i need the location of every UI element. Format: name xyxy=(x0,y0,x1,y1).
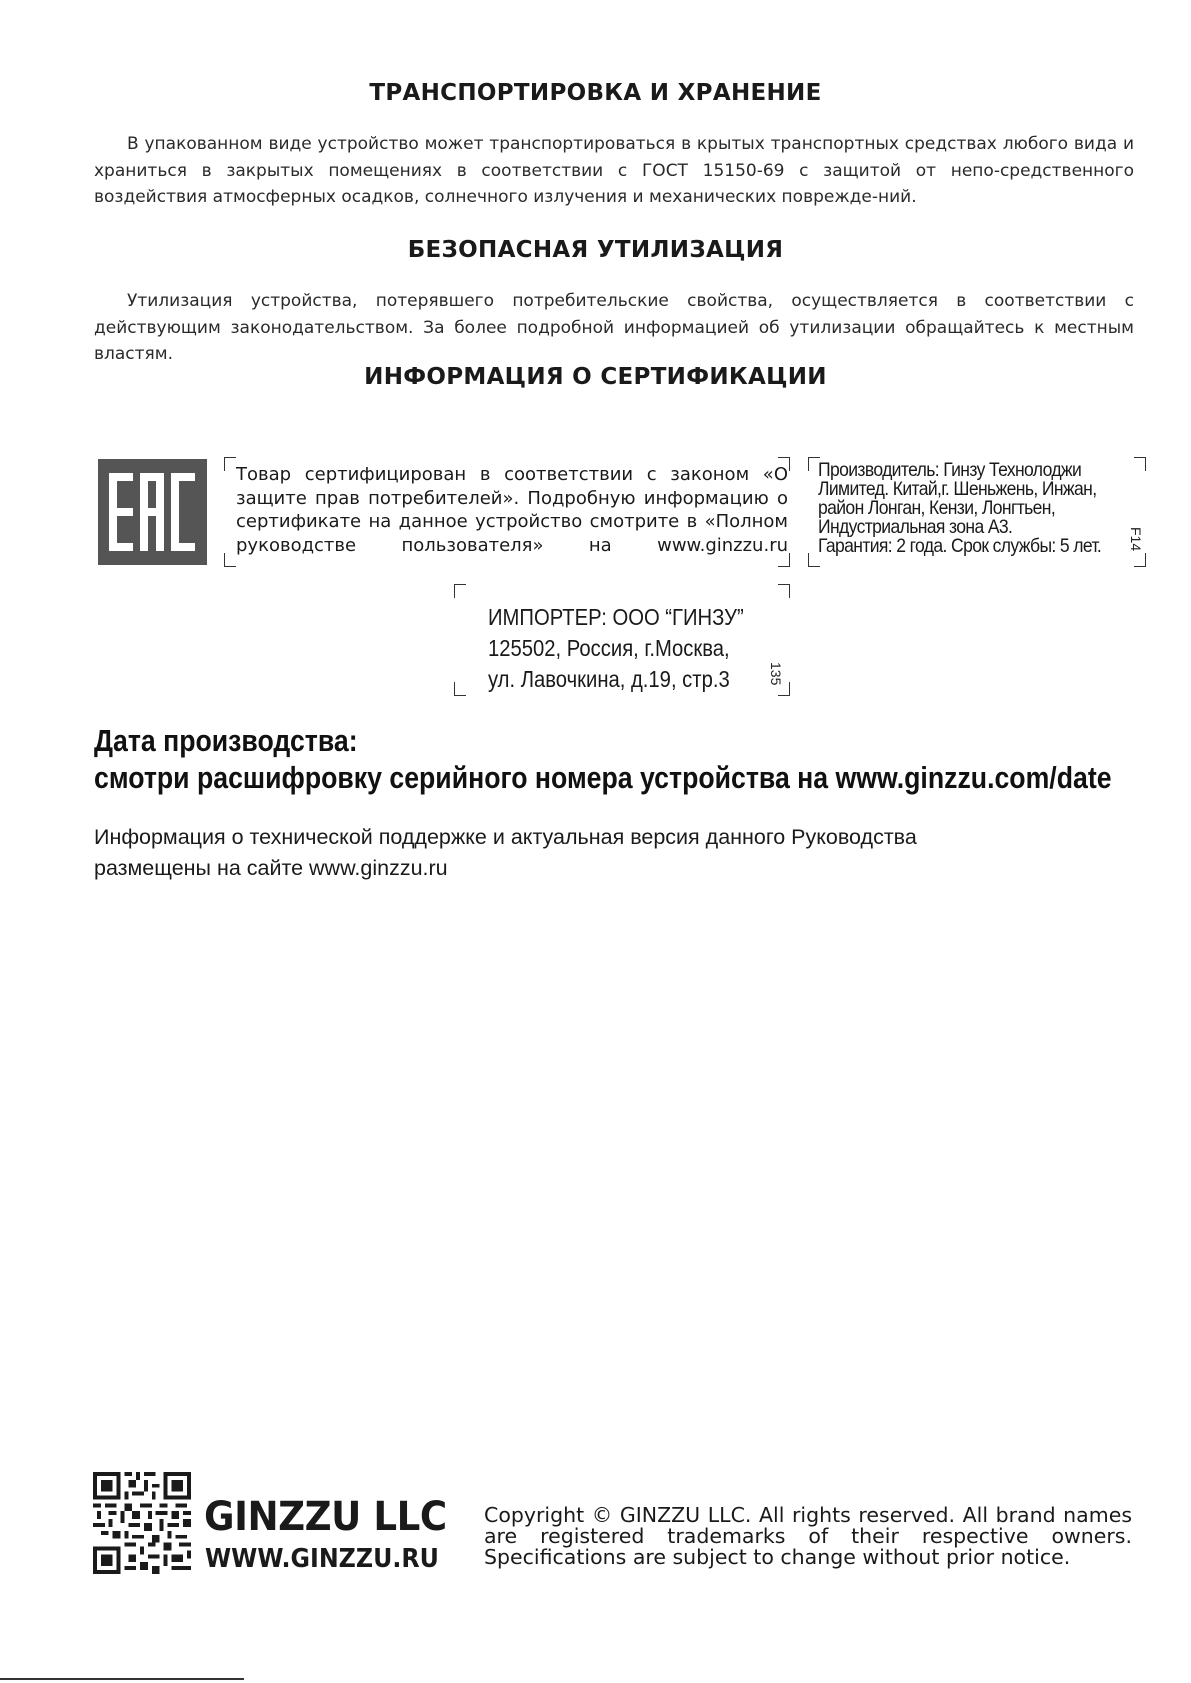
certification-title: ИНФОРМАЦИЯ О СЕРТИФИКАЦИИ xyxy=(364,364,827,390)
manufacturer-line: Гарантия: 2 года. Срок службы: 5 лет. xyxy=(818,535,1102,557)
eac-logo xyxy=(98,459,207,565)
manufacturer-line: Индустриальная зона А3. xyxy=(818,516,1013,538)
brand-url: WWW.GINZZU.RU xyxy=(205,1544,439,1574)
importer-text xyxy=(488,602,744,695)
qr-code-icon xyxy=(93,1472,191,1574)
transport-title: ТРАНСПОРТИРОВКА И ХРАНЕНИЕ xyxy=(369,80,822,106)
manufacturer-text xyxy=(818,461,1106,556)
manufacturer-line: Производитель: Гинзу Технолоджи xyxy=(818,459,1082,481)
production-date-title: Дата производства: xyxy=(94,723,358,758)
manufacturer-box xyxy=(808,457,1146,567)
copyright-line: Specifications are subject to change without prior notice. xyxy=(484,1545,1071,1569)
copyright-line: Copyright © GINZZU LLC. All rights reserved. All brand names xyxy=(484,1503,1132,1527)
importer-box xyxy=(454,584,790,696)
transport-text: В упакованном виде устройство может транспортироваться в крытых транспортных средствах любого вида и храниться в закрытых помещениях в соответствии с ГОСТ 15150-69 с защитой от непо-средственного воздействия атмосферных осадков, солнечного излучения и механических поврежде-ний. xyxy=(94,134,1134,207)
support-line-2: размещены на сайте www.ginzzu.ru xyxy=(94,856,448,880)
importer-line: ул. Лавочкина, д.19, стр.3 xyxy=(488,666,730,692)
copyright-notice xyxy=(484,1505,1132,1568)
production-date-text: смотри расшифровку серийного номера устройства на www.ginzzu.com/date xyxy=(94,760,1112,795)
disposal-text: Утилизация устройства, потерявшего потребительские свойства, осуществляется в соответствии с действующим законодательством. За более подробной информацией об утилизации обращайтесь к местным властям. xyxy=(94,291,1134,364)
importer-code: 135 xyxy=(768,662,784,686)
cert-box xyxy=(224,457,790,567)
manufacturer-line: Лимитед. Китай,г. Шеньжень, Инжан, xyxy=(818,478,1097,500)
cert-text: Товар сертифицирован в соответствии с законом «О защите прав потребителей». Подробную информацию о сертификате на данное устройство смотрите в «Полном руководстве пользователя» на www.ginzzu.ru xyxy=(236,464,788,556)
brand-name: GINZZU LLC xyxy=(204,1494,447,1540)
footer-divider xyxy=(0,1678,244,1680)
manufacturer-code: F14 xyxy=(1128,527,1144,552)
support-line-1: Информация о технической поддержке и актуальная версия данного Руководства xyxy=(94,825,917,849)
importer-line: 125502, Россия, г.Москва, xyxy=(488,635,730,661)
copyright-line: are registered trademarks of their respective owners. xyxy=(484,1524,1132,1548)
manufacturer-line: район Лонган, Кензи, Лонгтьен, xyxy=(818,497,1056,519)
disposal-title: БЕЗОПАСНАЯ УТИЛИЗАЦИЯ xyxy=(407,237,784,263)
importer-line: ИМПОРТЕР: ООО “ГИНЗУ” xyxy=(488,604,744,630)
